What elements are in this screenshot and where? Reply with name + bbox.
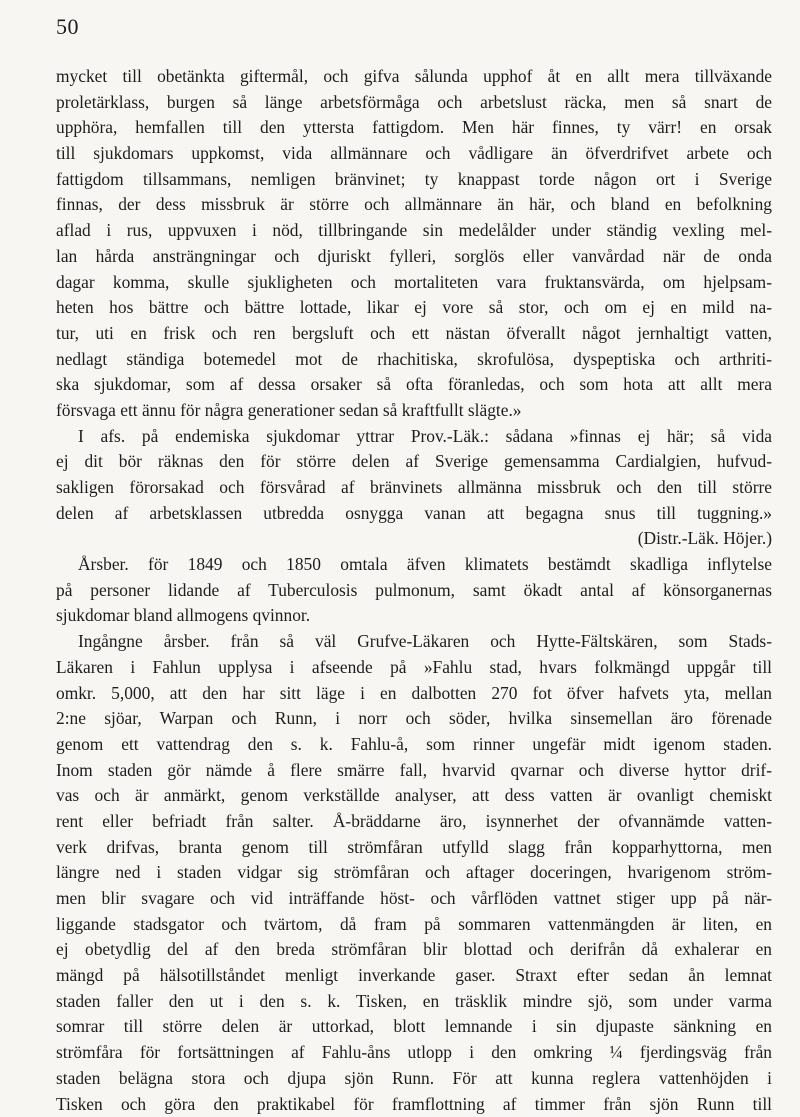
text-line: dagar komma, skulle sjukligheten och mortaliteten vara fruktansvärda, om hjelpsam- — [56, 270, 772, 296]
text-line: strömfåra för fortsättningen af Fahlu-åns utlopp i den omkring ¼ fjerdingsväg från — [56, 1040, 772, 1066]
body-text — [56, 64, 772, 1117]
citation-line: (Distr.-Läk. Höjer.) — [56, 526, 772, 552]
text-line: delen af arbetsklassen utbredda osnygga vanan att begagna snus till tuggning.» — [56, 501, 772, 527]
text-line: aflad i rus, uppvuxen i nöd, tillbringande sin medelålder under ständig vexling mel- — [56, 218, 772, 244]
text-line: ej obetydlig del af den breda strömfåran blir blottad och derifrån då exhalerar en — [56, 937, 772, 963]
text-line: Årsber. för 1849 och 1850 omtala äfven klimatets bestämdt skadliga inflytelse — [56, 552, 772, 578]
text-line: lan hårda ansträngningar och djuriskt fylleri, sorglös eller vanvårdad när de onda — [56, 244, 772, 270]
text-line: rent eller befriadt från salter. Å-bräddarne äro, isynnerhet der ofvannämde vatten- — [56, 809, 772, 835]
text-line: försvaga ett ännu för några generationer sedan så kraftfullt slägte.» — [56, 398, 772, 424]
text-line: till sjukdomars uppkomst, vida allmännare och vådligare än öfverdrifvet arbete och — [56, 141, 772, 167]
text-line: vas och är anmärkt, genom verkställde analyser, att dess vatten är ovanligt chemiskt — [56, 783, 772, 809]
text-line: ska sjukdomar, som af dessa orsaker så ofta föranledas, och som hota att allt mera — [56, 372, 772, 398]
text-line: mängd på hälsotillståndet menligt inverkande gaser. Straxt efter sedan ån lemnat — [56, 963, 772, 989]
text-line: tur, uti en frisk och ren bergsluft och ett nästan öfverallt något jernhaltigt vatten, — [56, 321, 772, 347]
text-line: heten hos bättre och bättre lottade, likar ej vore så stor, och om ej en mild na- — [56, 295, 772, 321]
text-line: genom ett vattendrag den s. k. Fahlu-å, som rinner ungefär midt igenom staden. — [56, 732, 772, 758]
text-line: längre ned i staden vidgar sig strömfåran och aftager doceringen, hvarigenom ström- — [56, 860, 772, 886]
text-line: Inom staden gör nämde å flere smärre fall, hvarvid qvarnar och diverse hyttor drif- — [56, 758, 772, 784]
text-line: fattigdom tillsammans, nemligen bränvinet; ty knappast torde någon ort i Sverige — [56, 167, 772, 193]
text-line: staden faller den ut i den s. k. Tisken, en träsklik mindre sjö, som under varma — [56, 989, 772, 1015]
text-line: proletärklass, burgen så länge arbetsförmåga och arbetslust räcka, men så snart de — [56, 90, 772, 116]
text-line: mycket till obetänkta giftermål, och gifva sålunda upphof åt en allt mera tillväxande — [56, 64, 772, 90]
text-line: Läkaren i Fahlun upplysa i afseende på »Fahlu stad, hvars folkmängd uppgår till — [56, 655, 772, 681]
text-line: nedlagt ständiga botemedel mot de rhachitiska, skrofulösa, dyspeptiska och arthriti- — [56, 347, 772, 373]
text-line: staden belägna stora och djupa sjön Runn. För att kunna reglera vattenhöjden i — [56, 1066, 772, 1092]
text-line: Ingångne årsber. från så väl Grufve-Läkaren och Hytte-Fältskären, som Stads- — [56, 629, 772, 655]
text-line: liggande stadsgator och tvärtom, då fram på sommaren vattenmängden är liten, en — [56, 912, 772, 938]
text-line: sjukdomar bland allmogens qvinnor. — [56, 603, 772, 629]
text-line: Tisken och göra den praktikabel för framflottning af timmer från sjön Runn till — [56, 1092, 772, 1117]
text-line: sakligen förorsakad och försvårad af bränvinets allmänna missbruk och den till större — [56, 475, 772, 501]
page-number: 50 — [56, 14, 79, 40]
text-line: på personer lidande af Tuberculosis pulmonum, samt ökadt antal af könsorganernas — [56, 578, 772, 604]
text-line: verk drifvas, branta genom till strömfåran utfylld slagg från kopparhyttorna, men — [56, 835, 772, 861]
text-line: ej dit bör räknas den för större delen af Sverige gemensamma Cardialgien, hufvud- — [56, 449, 772, 475]
text-line: somrar till större delen är uttorkad, blott lemnande i sin djupaste sänkning en — [56, 1014, 772, 1040]
text-line: upphöra, hemfallen till den yttersta fattigdom. Men här finnes, ty värr! en orsak — [56, 115, 772, 141]
text-line: finnas, der dess missbruk är större och allmännare än här, och bland en befolkning — [56, 192, 772, 218]
text-line: omkr. 5,000, att den har sitt läge i en dalbotten 270 fot öfver hafvets yta, mellan — [56, 681, 772, 707]
text-line: men blir svagare och vid inträffande höst- och vårflöden vattnet stiger upp på när- — [56, 886, 772, 912]
text-line: I afs. på endemiska sjukdomar yttrar Prov.-Läk.: sådana »finnas ej här; så vida — [56, 424, 772, 450]
text-line: 2:ne sjöar, Warpan och Runn, i norr och söder, hvilka sinsemellan äro förenade — [56, 706, 772, 732]
